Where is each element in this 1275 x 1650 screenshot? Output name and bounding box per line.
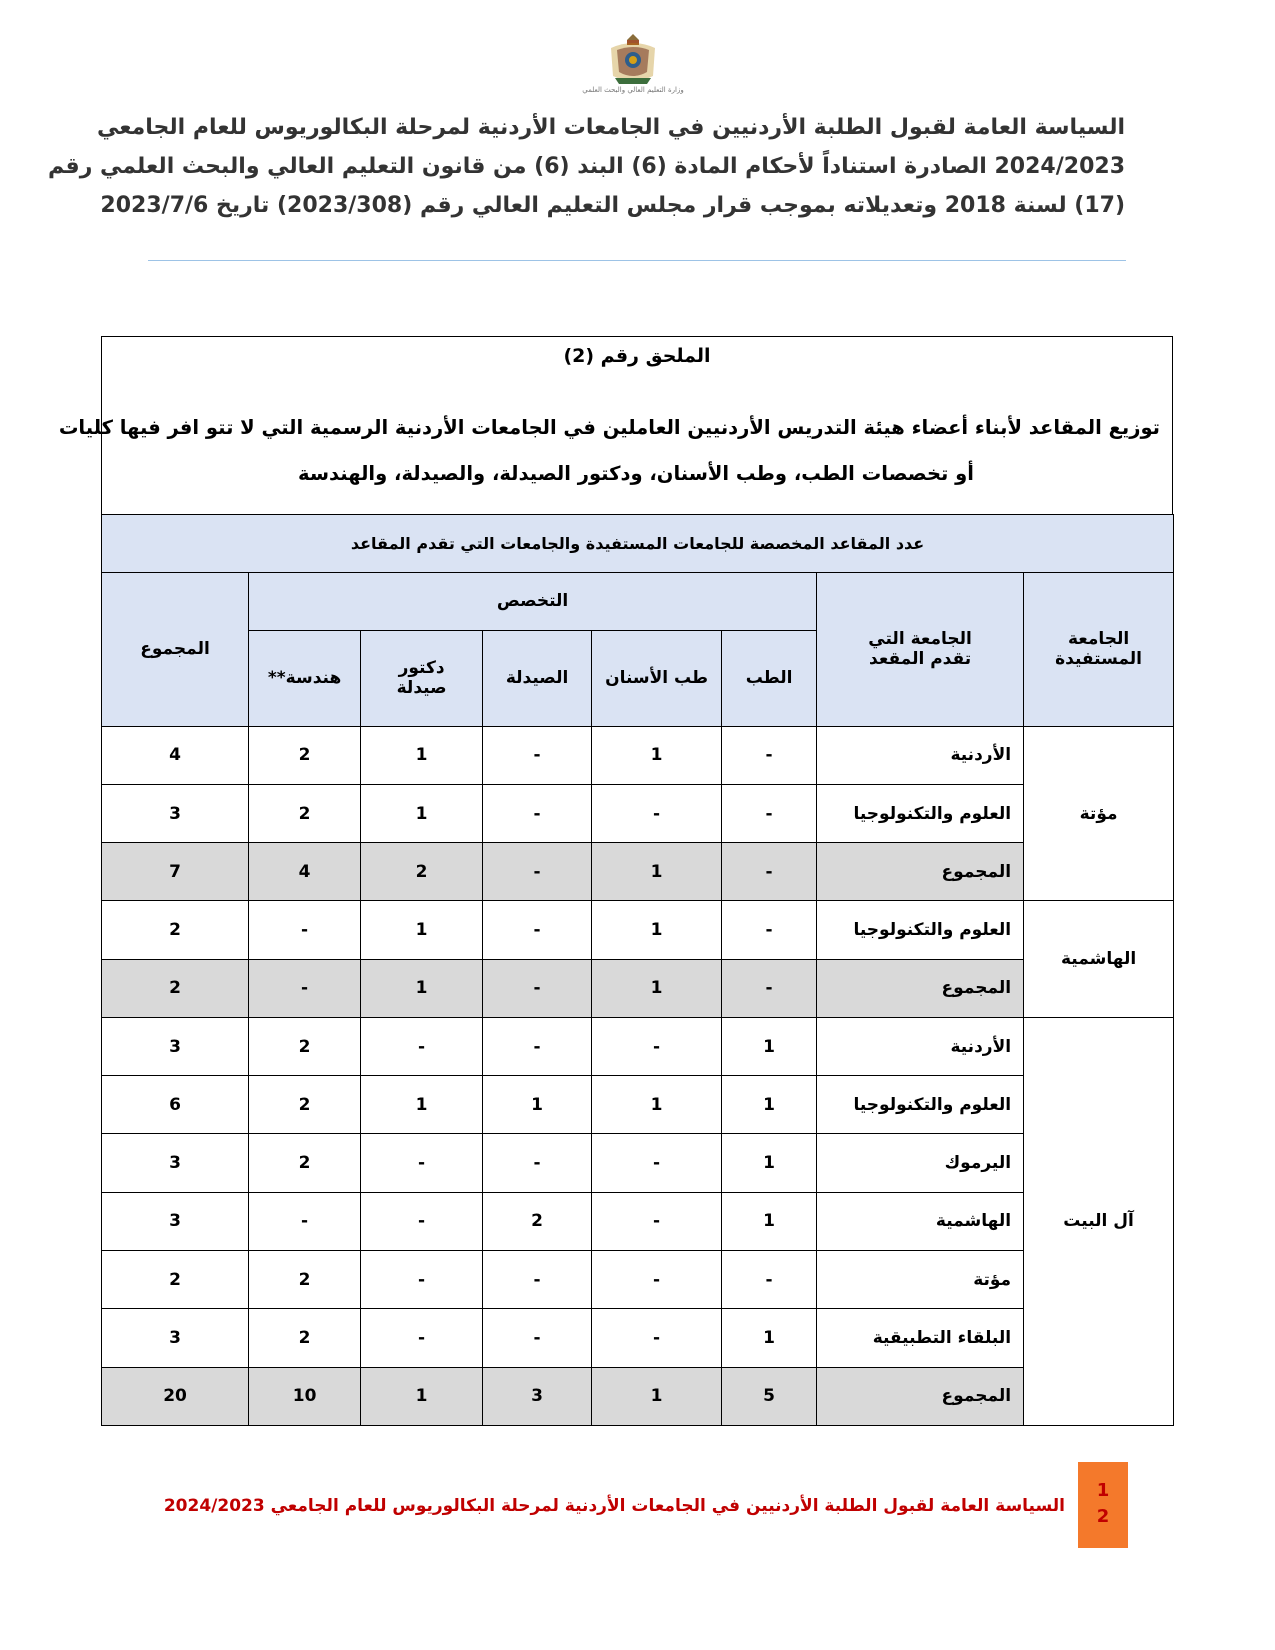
seat-count-cell: 1 — [592, 959, 722, 1017]
table-row — [102, 1251, 1174, 1309]
provider-university-cell: العلوم والتكنولوجيا — [817, 1076, 1024, 1134]
seat-count-cell: 1 — [722, 1192, 817, 1250]
seat-count-cell: - — [722, 1251, 817, 1309]
seat-count-cell: - — [249, 901, 361, 959]
seat-count-cell: - — [592, 1251, 722, 1309]
seat-count-cell: - — [483, 1017, 592, 1075]
seat-count-cell: - — [592, 1192, 722, 1250]
provider-university-cell: البلقاء التطبيقية — [817, 1309, 1024, 1367]
provider-university-cell: المجموع — [817, 959, 1024, 1017]
annex-header — [58, 336, 1173, 514]
seat-count-cell: - — [483, 843, 592, 901]
row-total-cell: 3 — [102, 1134, 249, 1192]
seat-count-cell: 1 — [722, 1017, 817, 1075]
title-divider — [148, 260, 1126, 261]
beneficiary-university-cell: الهاشمية — [1024, 901, 1174, 1018]
seat-count-cell: - — [483, 784, 592, 842]
subtotal-row — [102, 959, 1174, 1017]
seat-count-cell: - — [483, 726, 592, 784]
row-total-cell: 3 — [102, 784, 249, 842]
row-total-cell: 2 — [102, 959, 249, 1017]
footer-text: السياسة العامة لقبول الطلبة الأردنيين في الجامعات الأردنية لمرحلة البكالوريوس للعام الجامعي 2024/2023 — [163, 1496, 1065, 1516]
page-number-line-1: 1 — [1096, 1480, 1110, 1501]
provider-university-cell: الأردنية — [817, 1017, 1024, 1075]
seat-count-cell: 2 — [483, 1192, 592, 1250]
seat-count-cell: 1 — [361, 784, 483, 842]
seat-count-cell: - — [592, 784, 722, 842]
seat-count-cell: - — [722, 726, 817, 784]
provider-university-cell: مؤتة — [817, 1251, 1024, 1309]
seat-count-cell: - — [483, 1251, 592, 1309]
seat-count-cell: 1 — [361, 1076, 483, 1134]
table-row — [102, 901, 1174, 959]
seat-count-cell: 1 — [722, 1134, 817, 1192]
table-row — [102, 726, 1174, 784]
table-caption: عدد المقاعد المخصصة للجامعات المستفيدة والجامعات التي تقدم المقاعد — [102, 515, 1174, 573]
seat-count-cell: 1 — [592, 1076, 722, 1134]
seat-count-cell: 2 — [249, 1309, 361, 1367]
title-line-3: (17) لسنة 2018 وتعديلاته بموجب قرار مجلس التعليم العالي رقم (2023/308) تاريخ 2023/7/6 — [100, 193, 1125, 218]
table-row — [102, 1017, 1174, 1075]
seat-count-cell: - — [483, 1309, 592, 1367]
seat-count-cell: - — [249, 1192, 361, 1250]
seat-count-cell: - — [592, 1309, 722, 1367]
seat-count-cell: 1 — [592, 726, 722, 784]
seat-count-cell: - — [361, 1017, 483, 1075]
row-total-cell: 2 — [102, 901, 249, 959]
seat-count-cell: 1 — [722, 1309, 817, 1367]
header-provider: الجامعة التي تقدم المقعد — [817, 573, 1024, 726]
seat-count-cell: - — [722, 901, 817, 959]
seat-count-cell: 1 — [361, 901, 483, 959]
header-beneficiary: الجامعة المستفيدة — [1024, 573, 1174, 726]
beneficiary-university-cell: آل البيت — [1024, 1017, 1174, 1425]
table-row — [102, 1309, 1174, 1367]
row-total-cell: 2 — [102, 1251, 249, 1309]
seat-count-cell: 1 — [361, 959, 483, 1017]
title-line-1: السياسة العامة لقبول الطلبة الأردنيين في الجامعات الأردنية لمرحلة البكالوريوس للعام الجامعي — [96, 115, 1125, 140]
seat-count-cell: - — [249, 959, 361, 1017]
table-row — [102, 1192, 1174, 1250]
seat-count-cell: 1 — [361, 726, 483, 784]
annex-label: الملحق رقم (2) — [563, 345, 711, 367]
row-total-cell: 3 — [102, 1309, 249, 1367]
seats-table — [101, 514, 1174, 1426]
seat-count-cell: - — [722, 959, 817, 1017]
seat-count-cell: 2 — [249, 784, 361, 842]
seat-count-cell: 2 — [361, 843, 483, 901]
header-total: المجموع — [102, 573, 249, 726]
seat-count-cell: 1 — [592, 901, 722, 959]
seat-count-cell: - — [361, 1134, 483, 1192]
table-row — [102, 1076, 1174, 1134]
seat-count-cell: 3 — [483, 1367, 592, 1425]
seat-count-cell: 1 — [361, 1367, 483, 1425]
beneficiary-university-cell: مؤتة — [1024, 726, 1174, 901]
provider-university-cell: الأردنية — [817, 726, 1024, 784]
seat-count-cell: - — [722, 843, 817, 901]
provider-university-cell: العلوم والتكنولوجيا — [817, 901, 1024, 959]
subtotal-row — [102, 843, 1174, 901]
row-total-cell: 20 — [102, 1367, 249, 1425]
seat-count-cell: 2 — [249, 1076, 361, 1134]
seat-count-cell: 2 — [249, 726, 361, 784]
provider-university-cell: الهاشمية — [817, 1192, 1024, 1250]
annex-description-line-2: أو تخصصات الطب، وطب الأسنان، ودكتور الصيدلة، والصيدلة، والهندسة — [298, 462, 974, 485]
seat-count-cell: 1 — [722, 1076, 817, 1134]
row-total-cell: 3 — [102, 1017, 249, 1075]
row-total-cell: 4 — [102, 726, 249, 784]
seat-count-cell: 5 — [722, 1367, 817, 1425]
table-row — [102, 1134, 1174, 1192]
header-engineering: هندسة** — [249, 630, 361, 726]
provider-university-cell: المجموع — [817, 843, 1024, 901]
seat-count-cell: - — [361, 1309, 483, 1367]
row-total-cell: 6 — [102, 1076, 249, 1134]
header-medicine: الطب — [722, 630, 817, 726]
seat-count-cell: 2 — [249, 1017, 361, 1075]
provider-university-cell: العلوم والتكنولوجيا — [817, 784, 1024, 842]
page-number-line-2: 2 — [1096, 1506, 1110, 1527]
seat-count-cell: - — [361, 1192, 483, 1250]
table-row — [102, 784, 1174, 842]
seat-count-cell: - — [361, 1251, 483, 1309]
title-line-2: 2024/2023 الصادرة استناداً لأحكام المادة (6) البند (6) من قانون التعليم العالي والبحث العلمي رقم — [48, 154, 1125, 179]
header-pharm-d: دكتور صيدلة — [361, 630, 483, 726]
seat-count-cell: 2 — [249, 1251, 361, 1309]
document-title — [48, 108, 1125, 225]
coat-of-arms-logo — [603, 32, 663, 88]
header-dentistry: طب الأسنان — [592, 630, 722, 726]
seat-count-cell: - — [483, 1134, 592, 1192]
seat-count-cell: 4 — [249, 843, 361, 901]
row-total-cell: 3 — [102, 1192, 249, 1250]
seat-count-cell: 2 — [249, 1134, 361, 1192]
page-number-box — [1078, 1462, 1128, 1548]
ministry-line: وزارة التعليم العالي والبحث العلمي — [582, 86, 684, 94]
header-pharmacy: الصيدلة — [483, 630, 592, 726]
seat-count-cell: 1 — [592, 1367, 722, 1425]
seat-count-cell: 1 — [483, 1076, 592, 1134]
annex-description — [58, 405, 1160, 497]
seat-count-cell: 10 — [249, 1367, 361, 1425]
seat-count-cell: - — [483, 959, 592, 1017]
row-total-cell: 7 — [102, 843, 249, 901]
seat-count-cell: - — [483, 901, 592, 959]
annex-description-line-1: توزيع المقاعد لأبناء أعضاء هيئة التدريس الأردنيين العاملين في الجامعات الأردنية الرسمية التي لا تتو افر فيها كليات — [58, 416, 1160, 439]
header-specialization: التخصص — [249, 573, 817, 630]
subtotal-row — [102, 1367, 1174, 1425]
seat-count-cell: - — [592, 1017, 722, 1075]
provider-university-cell: اليرموك — [817, 1134, 1024, 1192]
seat-count-cell: 1 — [592, 843, 722, 901]
seat-count-cell: - — [722, 784, 817, 842]
seat-count-cell: - — [592, 1134, 722, 1192]
provider-university-cell: المجموع — [817, 1367, 1024, 1425]
